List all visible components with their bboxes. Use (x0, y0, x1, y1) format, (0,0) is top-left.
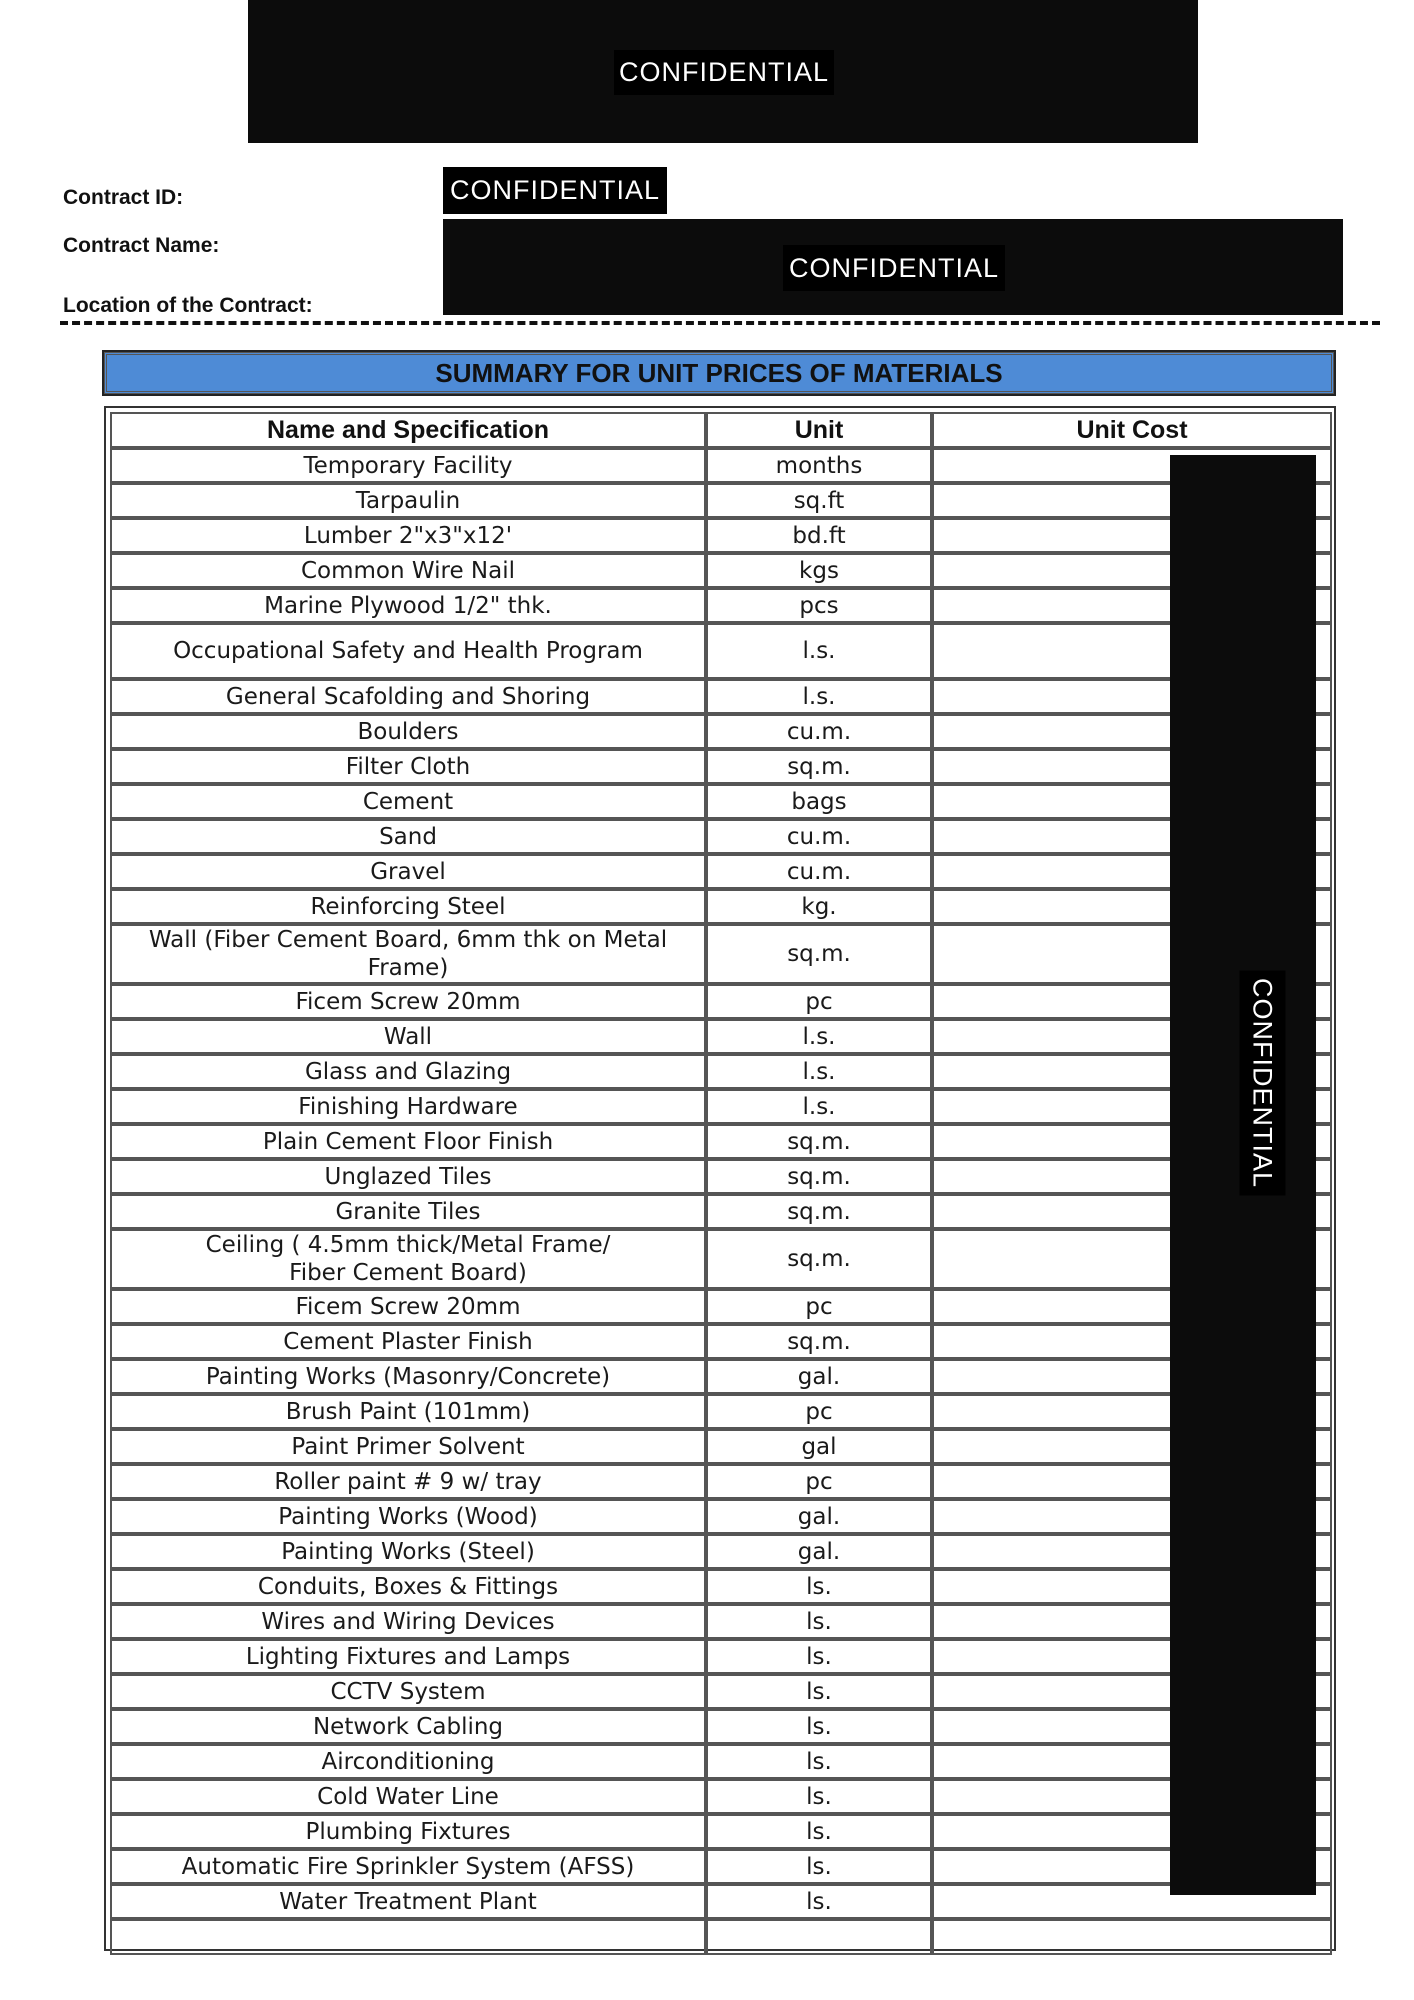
table-row (110, 1464, 1332, 1499)
item-unit-cell: kg. (706, 889, 932, 924)
item-unit-cell: ls. (706, 1744, 932, 1779)
item-unit-cell: cu.m. (706, 714, 932, 749)
item-unit-cell: cu.m. (706, 819, 932, 854)
confidential-stamp-top: CONFIDENTIAL (614, 50, 834, 95)
table-row (110, 854, 1332, 889)
item-name-cell: Lumber 2"x3"x12' (110, 518, 706, 553)
item-name-cell: Roller paint # 9 w/ tray (110, 1464, 706, 1499)
item-name-cell: Cold Water Line (110, 1779, 706, 1814)
item-name-cell: Network Cabling (110, 1709, 706, 1744)
table-row (110, 518, 1332, 553)
item-name-cell: Filter Cloth (110, 749, 706, 784)
item-unit-cell: sq.m. (706, 1124, 932, 1159)
item-name-cell: Marine Plywood 1/2" thk. (110, 588, 706, 623)
table-row (110, 1359, 1332, 1394)
item-unit-cell: cu.m. (706, 854, 932, 889)
blank-cell (110, 1919, 706, 1955)
item-unit-cell: sq.m. (706, 749, 932, 784)
unit-prices-table (110, 412, 1332, 1955)
table-row (110, 1814, 1332, 1849)
unit-cost-redaction: CONFIDENTIAL (1240, 971, 1286, 1196)
table-row (110, 1089, 1332, 1124)
table-row (110, 1674, 1332, 1709)
table-row (110, 819, 1332, 854)
item-unit-cell: sq.m. (706, 1229, 932, 1289)
item-unit-cell: pcs (706, 588, 932, 623)
item-name-cell: Plain Cement Floor Finish (110, 1124, 706, 1159)
header-divider (60, 321, 1380, 325)
item-name-cell: Cement (110, 784, 706, 819)
table-row (110, 1884, 1332, 1919)
item-unit-cell: sq.m. (706, 1324, 932, 1359)
table-row (110, 1289, 1332, 1324)
table-row (110, 483, 1332, 518)
table-row (110, 1569, 1332, 1604)
item-unit-cell: ls. (706, 1849, 932, 1884)
item-name-cell: Occupational Safety and Health Program (110, 623, 706, 679)
item-unit-cell: pc (706, 1289, 932, 1324)
table-row (110, 924, 1332, 984)
table-row (110, 784, 1332, 819)
item-unit-cell: bags (706, 784, 932, 819)
item-unit-cell: sq.ft (706, 483, 932, 518)
item-name-cell: Ficem Screw 20mm (110, 984, 706, 1019)
item-name-cell: Granite Tiles (110, 1194, 706, 1229)
table-row (110, 448, 1332, 483)
contract-id-label: Contract ID: (63, 186, 184, 209)
item-unit-cell: bd.ft (706, 518, 932, 553)
item-name-cell: Sand (110, 819, 706, 854)
item-unit-cell: pc (706, 1394, 932, 1429)
item-unit-cell: sq.m. (706, 1194, 932, 1229)
item-name-cell: Gravel (110, 854, 706, 889)
item-name-cell: Boulders (110, 714, 706, 749)
table-row (110, 1054, 1332, 1089)
table-row (110, 1429, 1332, 1464)
item-unit-cell: ls. (706, 1604, 932, 1639)
column-header-unit: Unit (706, 412, 932, 448)
location-label: Location of the Contract: (63, 294, 313, 317)
table-row (110, 623, 1332, 679)
item-name-cell: Automatic Fire Sprinkler System (AFSS) (110, 1849, 706, 1884)
item-unit-cell: pc (706, 1464, 932, 1499)
table-row (110, 889, 1332, 924)
item-name-cell: Cement Plaster Finish (110, 1324, 706, 1359)
table-row (110, 553, 1332, 588)
item-unit-cell: ls. (706, 1709, 932, 1744)
item-name-cell: Wall (Fiber Cement Board, 6mm thk on Metal Frame) (110, 924, 706, 984)
item-name-cell: Finishing Hardware (110, 1089, 706, 1124)
item-unit-cell: months (706, 448, 932, 483)
table-row (110, 1124, 1332, 1159)
item-unit-cell: sq.m. (706, 924, 932, 984)
table-row (110, 749, 1332, 784)
table-row (110, 588, 1332, 623)
column-header-unit-cost: Unit Cost (932, 412, 1332, 448)
table-row (110, 1639, 1332, 1674)
item-unit-cell: pc (706, 984, 932, 1019)
item-unit-cell: kgs (706, 553, 932, 588)
table-row (110, 1499, 1332, 1534)
item-name-cell: Wires and Wiring Devices (110, 1604, 706, 1639)
item-name-cell: Conduits, Boxes & Fittings (110, 1569, 706, 1604)
item-name-cell: Reinforcing Steel (110, 889, 706, 924)
item-name-cell: Common Wire Nail (110, 553, 706, 588)
blank-cell (706, 1919, 932, 1955)
table-title: SUMMARY FOR UNIT PRICES OF MATERIALS (104, 352, 1334, 394)
item-unit-cell: ls. (706, 1674, 932, 1709)
item-unit-cell: ls. (706, 1779, 932, 1814)
table-row (110, 1159, 1332, 1194)
table-row (110, 1019, 1332, 1054)
table-row (110, 1779, 1332, 1814)
item-name-cell: Temporary Facility (110, 448, 706, 483)
table-header-row (110, 412, 1332, 448)
item-name-cell: Water Treatment Plant (110, 1884, 706, 1919)
item-name-cell: Glass and Glazing (110, 1054, 706, 1089)
item-name-cell: Painting Works (Steel) (110, 1534, 706, 1569)
contract-id-redaction: CONFIDENTIAL (443, 167, 667, 214)
item-name-cell: Ceiling ( 4.5mm thick/Metal Frame/ Fiber Cement Board) (110, 1229, 706, 1289)
item-name-cell: Paint Primer Solvent (110, 1429, 706, 1464)
item-name-cell: Tarpaulin (110, 483, 706, 518)
column-header-name: Name and Specification (110, 412, 706, 448)
table-row (110, 1604, 1332, 1639)
item-name-cell: Brush Paint (101mm) (110, 1394, 706, 1429)
table-row (110, 1324, 1332, 1359)
table-row (110, 1194, 1332, 1229)
item-unit-cell: gal. (706, 1359, 932, 1394)
table-row (110, 1534, 1332, 1569)
item-unit-cell: ls. (706, 1569, 932, 1604)
blank-cell (932, 1919, 1332, 1955)
table-row (110, 1394, 1332, 1429)
item-name-cell: Painting Works (Wood) (110, 1499, 706, 1534)
item-unit-cell: l.s. (706, 679, 932, 714)
item-unit-cell: sq.m. (706, 1159, 932, 1194)
item-name-cell: Ficem Screw 20mm (110, 1289, 706, 1324)
item-name-cell: Lighting Fixtures and Lamps (110, 1639, 706, 1674)
contract-name-redaction: CONFIDENTIAL (783, 245, 1005, 291)
item-name-cell: Painting Works (Masonry/Concrete) (110, 1359, 706, 1394)
item-unit-cell: gal (706, 1429, 932, 1464)
item-unit-cell: ls. (706, 1884, 932, 1919)
table-row (110, 1229, 1332, 1289)
item-name-cell: General Scafolding and Shoring (110, 679, 706, 714)
item-unit-cell: l.s. (706, 1019, 932, 1054)
item-unit-cell: l.s. (706, 1089, 932, 1124)
item-name-cell: Plumbing Fixtures (110, 1814, 706, 1849)
item-unit-cell: ls. (706, 1639, 932, 1674)
item-unit-cell: l.s. (706, 623, 932, 679)
blank-row (110, 1919, 1332, 1955)
item-unit-cell: ls. (706, 1814, 932, 1849)
item-name-cell: CCTV System (110, 1674, 706, 1709)
table-row (110, 714, 1332, 749)
contract-name-label: Contract Name: (63, 234, 220, 257)
item-name-cell: Unglazed Tiles (110, 1159, 706, 1194)
table-row (110, 984, 1332, 1019)
table-row (110, 679, 1332, 714)
item-unit-cell: gal. (706, 1534, 932, 1569)
item-unit-cell: gal. (706, 1499, 932, 1534)
item-name-cell: Airconditioning (110, 1744, 706, 1779)
item-unit-cell: l.s. (706, 1054, 932, 1089)
item-name-cell: Wall (110, 1019, 706, 1054)
table-row (110, 1744, 1332, 1779)
table-row (110, 1709, 1332, 1744)
table-row (110, 1849, 1332, 1884)
